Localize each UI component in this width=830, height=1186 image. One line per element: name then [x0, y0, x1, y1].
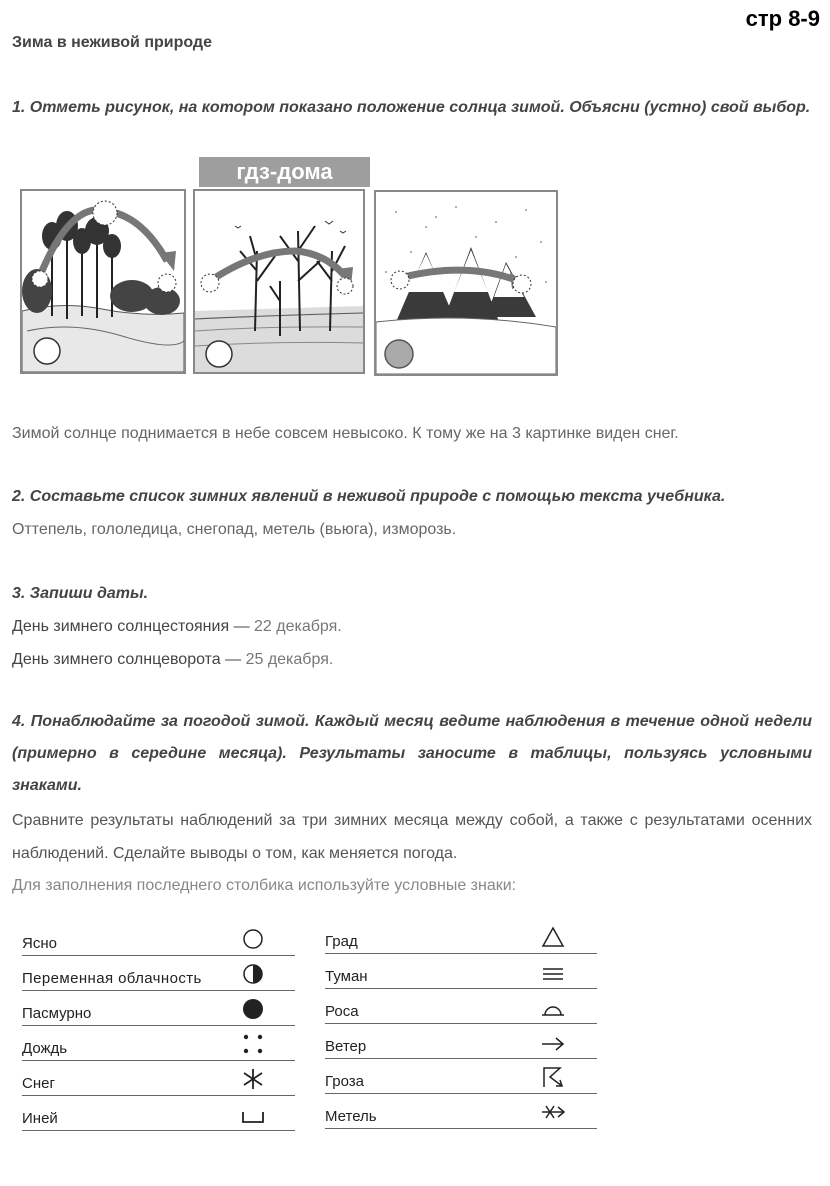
legend-row [325, 1023, 597, 1059]
legend-row [22, 920, 295, 956]
snow-icon [240, 1067, 266, 1091]
legend-row [325, 918, 597, 954]
answer-circle-1 [34, 338, 60, 364]
question-3: 3. Запиши даты. [12, 585, 149, 602]
legend-label: Дождь [22, 1040, 68, 1057]
answer-2: Оттепель, гололедица, снегопад, метель (вьюга), изморозь. [12, 521, 457, 538]
fog-icon [540, 960, 566, 984]
legend-label: Переменная облачность [22, 970, 202, 987]
hoarfrost-icon [240, 1102, 266, 1126]
legend-label: Снег [22, 1075, 55, 1092]
answer-circle-3-marked [385, 340, 413, 368]
clear-icon [240, 927, 266, 951]
legend-label: Гроза [325, 1073, 365, 1090]
picture-winter [374, 190, 558, 376]
legend-row [325, 988, 597, 1024]
answer-3-line-1 [12, 610, 812, 643]
dew-icon [540, 995, 566, 1019]
date-value: 22 декабря. [254, 618, 342, 635]
legend-row [22, 1025, 295, 1061]
rain-icon [240, 1032, 266, 1056]
legend-row [325, 1093, 597, 1129]
legend-row [22, 955, 295, 991]
legend-row [22, 1095, 295, 1131]
answer-1: Зимой солнце поднимается в небе совсем невысоко. К тому же на 3 картинке виден снег. [12, 425, 679, 442]
question-2: 2. Составьте список зимних явлений в неживой природе с помощью текста учебника. [12, 488, 726, 505]
legend-label: Ясно [22, 935, 57, 952]
blizzard-icon [540, 1100, 566, 1124]
section-title: Зима в неживой природе [12, 34, 212, 51]
answer-3-line-2 [12, 643, 812, 676]
watermark: гдз-дома [199, 157, 370, 187]
answer-4-text: Сравните результаты наблюдений за три зимних месяца между собой, а также с результатами осенних наблюдений. Сделайте выводы о том, как меняется погода. [12, 812, 812, 862]
wind-icon [540, 1030, 566, 1054]
legend-row [325, 953, 597, 989]
legend-label: Иней [22, 1110, 58, 1127]
legend-label: Метель [325, 1108, 377, 1125]
legend-label: Град [325, 933, 358, 950]
legend-label: Туман [325, 968, 368, 985]
legend-label: Ветер [325, 1038, 367, 1055]
hail-icon [540, 925, 566, 949]
legend-label: Роса [325, 1003, 359, 1020]
legend-label: Пасмурно [22, 1005, 92, 1022]
legend-row [325, 1058, 597, 1094]
question-4: 4. Понаблюдайте за погодой зимой. Каждый месяц ведите наблюдения в течение одной недели (примерно в середине месяца). Результаты заносите в таблицы, пользуясь условными знаками. [12, 713, 812, 794]
legend-row [22, 1060, 295, 1096]
picture-autumn [193, 189, 365, 374]
picture-summer [20, 189, 186, 374]
question-1: 1. Отметь рисунок, на котором показано положение солнца зимой. Объясни (устно) свой выбор. [12, 99, 811, 116]
date-label: День зимнего солнцестояния — [12, 618, 250, 635]
date-value: 25 декабря. [245, 651, 334, 668]
answer-4-hint: Для заполнения последнего столбика используйте условные знаки: [12, 877, 517, 894]
legend-row [22, 990, 295, 1026]
answer-circle-2 [206, 341, 232, 367]
thunderstorm-icon [540, 1065, 566, 1089]
partly-cloudy-icon [240, 962, 266, 986]
date-label: День зимнего солнцеворота — [12, 651, 242, 668]
page-number: стр 8-9 [745, 6, 820, 31]
overcast-icon [240, 997, 266, 1021]
